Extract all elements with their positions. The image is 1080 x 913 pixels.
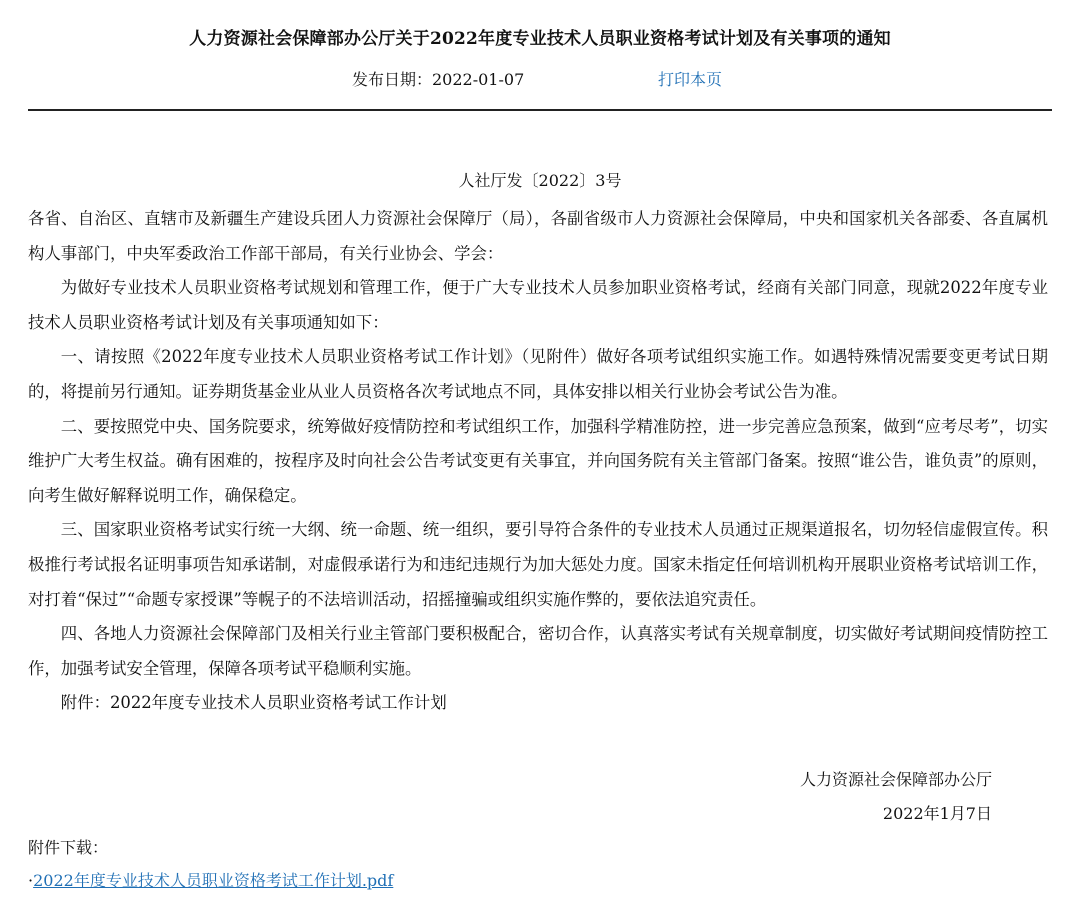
- document-number: 人社厅发〔2022〕3号: [458, 171, 622, 190]
- page-title: 人力资源社会保障部办公厅关于2022年度专业技术人员职业资格考试计划及有关事项的通知: [189, 29, 891, 49]
- item-two-paragraph: 二、要按照党中央、国务院要求，统筹做好疫情防控和考试组织工作，加强科学精准防控，进一步完善应急预案，做到“应考尽考”，切实维护广大考生权益。确有困难的，按程序及时向社会公告考试变更有关事宜，并向国务院有关主管部门备案。按照“谁公告，谁负责”的原则，向考生做好解释说明工作，确保稳定。: [28, 416, 1048, 505]
- intro-paragraph: 为做好专业技术人员职业资格考试规划和管理工作，便于广大专业技术人员参加职业资格考试，经商有关部门同意，现就2022年度专业技术人员职业资格考试计划及有关事项通知如下：: [28, 278, 1048, 332]
- addressee-paragraph: 各省、自治区、直辖市及新疆生产建设兵团人力资源社会保障厅（局），各副省级市人力资源社会保障局，中央和国家机关各部委、各直属机构人事部门，中央军委政治工作部干部局，有关行业协会、学会：: [28, 209, 1048, 263]
- attachment-file-link[interactable]: 2022年度专业技术人员职业资格考试工作计划.pdf: [33, 871, 394, 890]
- signature-date: 2022年1月7日: [882, 804, 992, 823]
- attachment-download-label: 附件下载：: [28, 838, 109, 857]
- publish-date: 发布日期：2022-01-07: [352, 70, 525, 89]
- item-four-paragraph: 四、各地人力资源社会保障部门及相关行业主管部门要积极配合，密切合作，认真落实考试有关规章制度，切实做好考试期间疫情防控工作，加强考试安全管理，保障各项考试平稳顺利实施。: [28, 624, 1048, 678]
- print-page-link[interactable]: 打印本页: [658, 70, 723, 89]
- document-body: [28, 202, 1048, 721]
- signature-org: 人力资源社会保障部办公厅: [799, 770, 992, 789]
- attachment-bullet: ·: [28, 871, 34, 890]
- attachment-item: [28, 868, 393, 891]
- signature-block: [800, 763, 992, 831]
- attachment-note-paragraph: 附件：2022年度专业技术人员职业资格考试工作计划: [60, 693, 447, 713]
- header-divider: [28, 109, 1052, 111]
- item-three-paragraph: 三、国家职业资格考试实行统一大纲、统一命题、统一组织，要引导符合条件的专业技术人员通过正规渠道报名，切勿轻信虚假宣传。积极推行考试报名证明事项告知承诺制，对虚假承诺行为和违纪违规行为加大惩处力度。国家未指定任何培训机构开展职业资格考试培训工作，对打着“保过”“命题专家授课”等幌子的不法培训活动，招摇撞骗或组织实施作弊的，要依法追究责任。: [28, 520, 1048, 609]
- item-one-paragraph: 一、请按照《2022年度专业技术人员职业资格考试工作计划》（见附件）做好各项考试组织实施工作。如遇特殊情况需要变更考试日期的，将提前另行通知。证券期货基金业从业人员资格各次考试地点不同，具体安排以相关行业协会考试公告为准。: [28, 347, 1048, 401]
